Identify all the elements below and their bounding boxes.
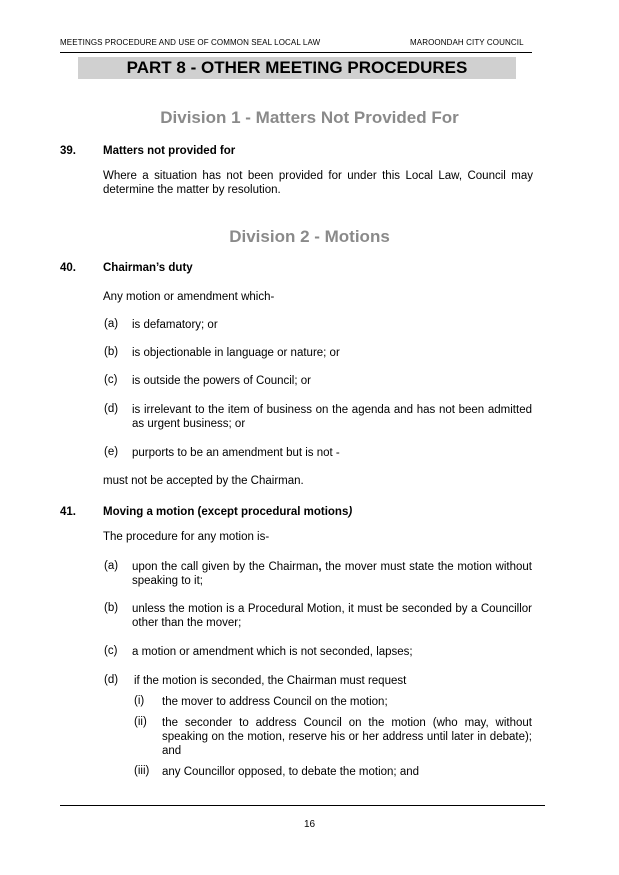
section-41-subitem-i-text: the mover to address Council on the motion; [162,696,388,708]
section-41-title-paren: ) [348,506,353,518]
page-number: 16 [303,819,316,830]
division-2-heading: Division 2 - Motions [229,227,390,246]
section-41-item-a-label: (a) [104,560,119,572]
part-title: PART 8 - OTHER MEETING PROCEDURES [78,57,516,79]
section-40-item-b-label: (b) [104,346,119,358]
section-41-subitem-ii-text: the seconder to address Council on the motion (who may, without speaking on the motion, reserve his or her address until later in debate); and [162,717,532,757]
section-41-item-b-label: (b) [104,602,119,614]
section-41-item-a-text [132,560,532,588]
header-rule [60,52,532,53]
section-41-item-b-text: unless the motion is a Procedural Motion, it must be seconded by a Councillor other than the mover; [132,603,532,629]
section-40-item-c-label: (c) [104,374,118,386]
header-right: MAROONDAH CITY COUNCIL [410,38,524,47]
section-41-subitem-i-label: (i) [134,695,145,707]
section-39-number: 39. [60,145,76,157]
section-40-item-d-text: is irrelevant to the item of business on the agenda and has not been admitted as urgent business; or [132,404,532,430]
section-41-item-d-text: if the motion is seconded, the Chairman must request [134,675,407,687]
section-41-title [103,506,352,518]
section-40-item-e-label: (e) [104,446,119,458]
section-41-item-c-label: (c) [104,645,118,657]
section-39-title: Matters not provided for [103,145,236,157]
section-41-item-a-text-1: upon the call given by the Chairman [132,561,319,573]
section-40-item-a-text: is defamatory; or [132,319,218,331]
section-40-item-e-text: purports to be an amendment but is not - [132,447,340,459]
section-40-intro: Any motion or amendment which- [103,291,275,303]
section-40-outro: must not be accepted by the Chairman. [103,475,304,487]
section-39-text: Where a situation has not been provided for under this Local Law, Council may determine the matter by resolution. [103,170,533,196]
section-40-title: Chairman’s duty [103,262,193,274]
division-1-heading: Division 1 - Matters Not Provided For [160,108,459,127]
section-40-item-b-text: is objectionable in language or nature; or [132,347,340,359]
section-41-item-a-comma: , [318,561,322,573]
section-41-intro: The procedure for any motion is- [103,531,270,543]
header-left: MEETINGS PROCEDURE AND USE OF COMMON SEAL LOCAL LAW [60,38,321,47]
section-40-number: 40. [60,262,76,274]
section-41-title-text: Moving a motion (except procedural motions [103,506,349,518]
section-40-item-a-label: (a) [104,318,119,330]
footer-rule [60,805,545,806]
section-41-item-c-text: a motion or amendment which is not seconded, lapses; [132,646,413,658]
section-41-subitem-iii-label: (iii) [134,765,150,777]
section-40-item-d-label: (d) [104,403,119,415]
section-41-subitem-ii-label: (ii) [134,716,147,728]
section-41-item-d-label: (d) [104,674,119,686]
section-41-number: 41. [60,506,76,518]
section-40-item-c-text: is outside the powers of Council; or [132,375,311,387]
section-41-item-a-text-2: the mover must state the motion without speaking to it; [132,561,532,587]
section-41-subitem-iii-text: any Councillor opposed, to debate the motion; and [162,766,420,778]
